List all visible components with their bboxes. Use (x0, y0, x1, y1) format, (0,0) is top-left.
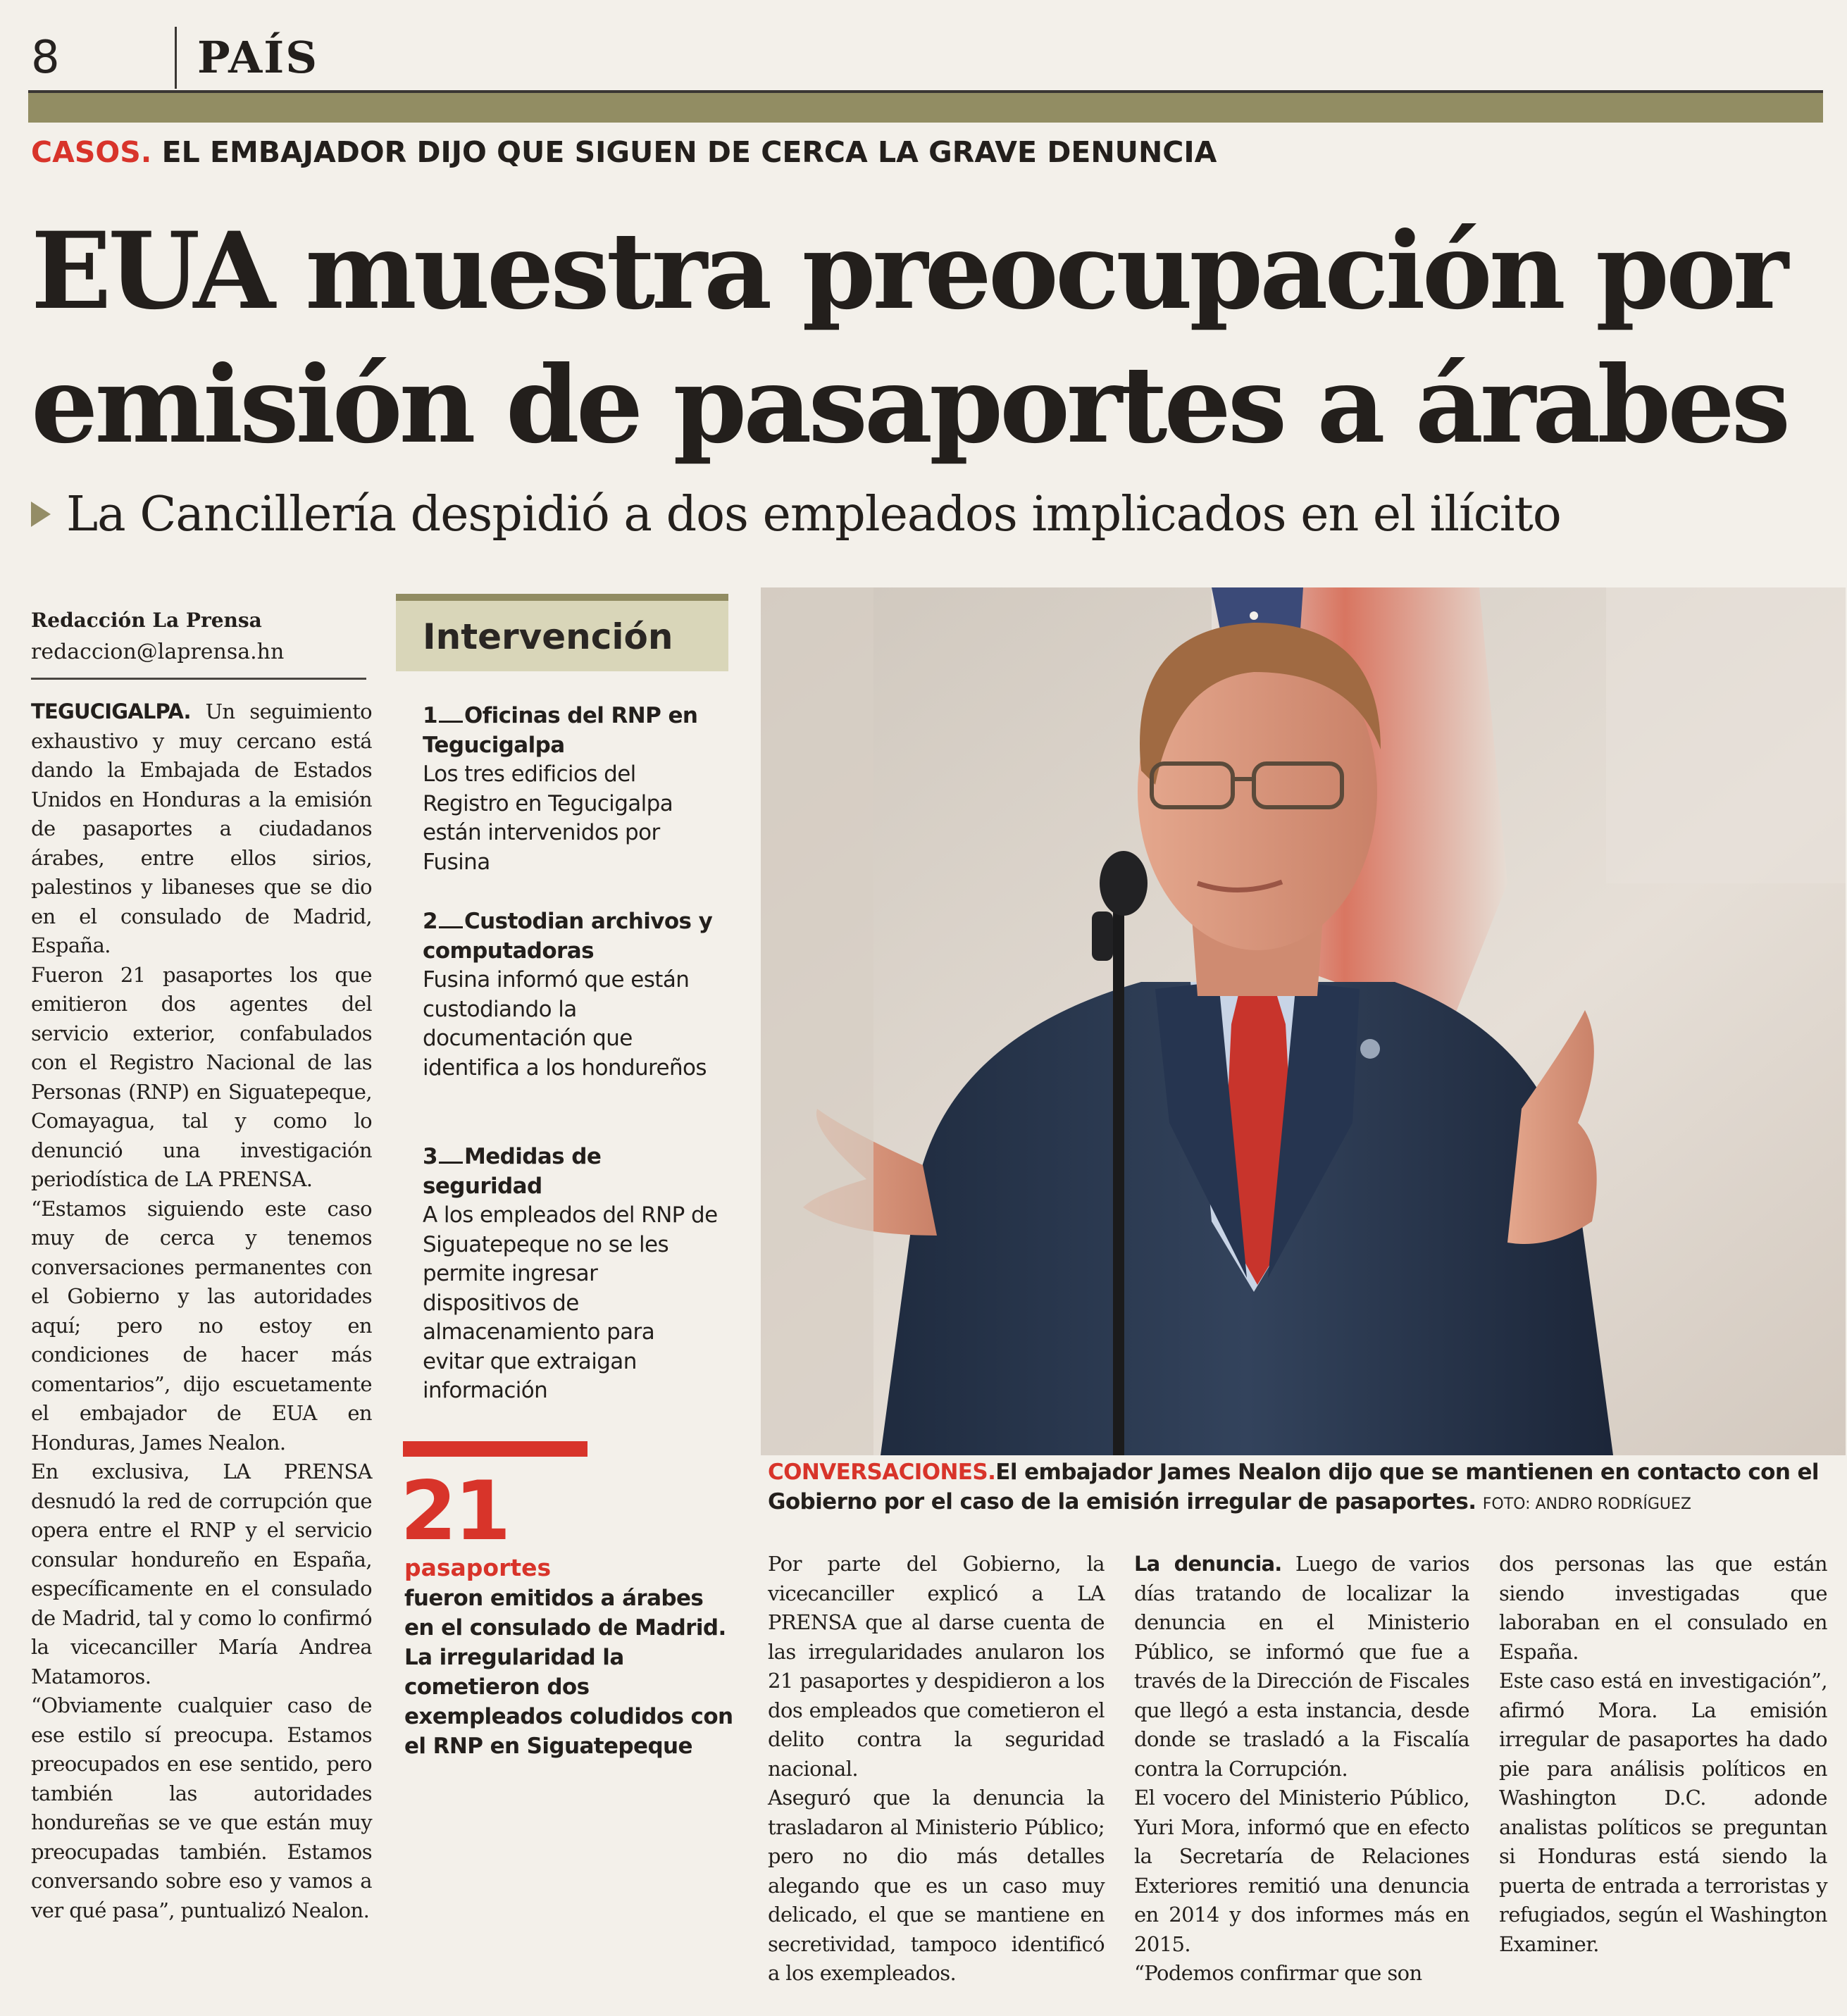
byline-author: Redacción La Prensa (31, 609, 262, 632)
section-name: PAÍS (197, 32, 318, 83)
subhead-lead: La denuncia. (1134, 1552, 1282, 1576)
sidebar-item (423, 702, 719, 877)
sidebar-rule (396, 594, 728, 601)
ambassador-photo (761, 587, 1846, 1455)
body-paragraph (1134, 1550, 1469, 1784)
body-column-3 (768, 1550, 1105, 1989)
sidebar-item-number: 1 (423, 703, 437, 728)
header-separator (175, 27, 177, 89)
kicker (31, 131, 1217, 173)
stat-unit: pasaportes (404, 1554, 552, 1581)
sidebar-item-text: Los tres edificios del Registro en Tegucigalpa están intervenidos por Fusina (423, 761, 673, 875)
sidebar-item-number: 2 (423, 909, 437, 934)
body-text: Un seguimiento exhaustivo y muy cercano está dando la Embajada de Estados Unidos en Honduras a la emisión de pasaportes a ciudadanos árabes, entre ellos sirios, palestinos y libaneses que se dio en el consulado de Madrid, España. (31, 699, 372, 957)
number-underline (439, 721, 463, 723)
sidebar-item-title: Oficinas del RNP en Tegucigalpa (423, 703, 698, 758)
byline-rule (31, 678, 366, 680)
body-paragraph: En exclusiva, LA PRENSA desnudó la red de corrupción que opera entre el RNP y el servicio consular hondureño en España, específicamente en el consulado de Madrid, tal y como lo confirmó la vicecanciller María Andrea Matamoros. (31, 1460, 372, 1688)
body-paragraph: Por parte del Gobierno, la vicecanciller explicó a LA PRENSA que al darse cuenta de las irregularidades anularon los 21 pasaportes y despidieron a los dos empleados que cometieron el delito contra la seguridad nacional. (768, 1552, 1105, 1781)
sidebar-title: Intervención (423, 616, 673, 657)
body-column-4 (1134, 1550, 1469, 1989)
triangle-bullet-icon (31, 502, 51, 527)
sidebar-item-number: 3 (423, 1144, 437, 1169)
kicker-label: CASOS. (31, 135, 152, 169)
body-text: Luego de varios días tratando de localizar la denuncia en el Ministerio Público, se informó que fue a través de la Dirección de Fiscales que llegó a esta instancia, desde donde se trasladó a la Fiscalía contra la Corrupción. (1134, 1552, 1469, 1781)
body-paragraph: “Estamos siguiendo este caso muy de cerca y tenemos conversaciones permanentes con el Gobierno y las autoridades aquí; pero no estoy en condiciones de hacer más comentarios”, dijo escuetamente el embajador de EUA en Honduras, James Nealon. (31, 1196, 372, 1455)
body-paragraph: Fueron 21 pasaportes los que emitieron dos agentes del servicio exterior, confabulados con el Registro Nacional de las Personas (RNP) en Siguatepeque, Comayagua, tal y como lo denunció una investigación periodística de LA PRENSA. (31, 962, 372, 1191)
dateline: TEGUCIGALPA. (31, 699, 191, 723)
photo-credit: FOTO: ANDRO RODRÍGUEZ (1482, 1495, 1691, 1513)
deck (31, 483, 1561, 547)
caption-label: CONVERSACIONES. (768, 1460, 996, 1485)
body-paragraph: “Podemos confirmar que son (1134, 1961, 1422, 1985)
number-underline (439, 926, 463, 928)
caption-text: El embajador James Nealon dijo que se mantienen en contacto con el Gobierno por el caso de la emisión irregular de pasaportes. (768, 1460, 1819, 1514)
page-number: 8 (31, 32, 60, 84)
body-paragraph: Aseguró que la denuncia la trasladaron al Ministerio Público; pero no dio más detalles alegando que es un caso muy delicado, el que se mantiene en secretividad, tampoco identificó a los exempleados. (768, 1786, 1105, 1985)
sidebar-item-title: Medidas de seguridad (423, 1144, 602, 1199)
deck-text: La Cancillería despidió a dos empleados implicados en el ilícito (66, 487, 1561, 542)
header-band (28, 93, 1823, 123)
sidebar-item (423, 1143, 719, 1406)
byline-email: redaccion@laprensa.hn (31, 640, 285, 664)
stat-number: 21 (400, 1464, 509, 1559)
sidebar-item-text: Fusina informó que están custodiando la documentación que identifica a los hondureños (423, 967, 707, 1081)
body-paragraph: El vocero del Ministerio Público, Yuri Mora, informó que en efecto la Secretaría de Relaciones Exteriores remitió una denuncia en 2014 y dos informes más en 2015. (1134, 1786, 1469, 1956)
photo-caption (768, 1458, 1824, 1519)
body-paragraph: dos personas las que están siendo investigadas que laboraban en el consulado en España. (1499, 1552, 1827, 1664)
kicker-text: EL EMBAJADOR DIJO QUE SIGUEN DE CERCA LA GRAVE DENUNCIA (151, 135, 1217, 169)
stat-text: fueron emitidos a árabes en el consulado de Madrid. La irregularidad la cometieron dos exempleados coludidos con el RNP en Siguatepeque (404, 1586, 733, 1759)
body-paragraph: “Obviamente cualquier caso de ese estilo sí preocupa. Estamos preocupados en ese sentido, pero también las autoridades hondureñas se ve que están muy preocupadas también. Estamos conversando sobre eso y vamos a ver qué pasa”, puntualizó Nealon. (31, 1693, 372, 1922)
body-column-1 (31, 697, 372, 1925)
sidebar-item (423, 907, 719, 1083)
body-column-5 (1499, 1550, 1827, 1959)
sidebar-item-text: A los empleados del RNP de Siguatepeque no se les permite ingresar dispositivos de almacenamiento para evitar que extraigan información (423, 1202, 718, 1403)
sidebar-item-title: Custodian archivos y computadoras (423, 909, 713, 964)
stat-bar (403, 1441, 587, 1457)
body-paragraph: Este caso está en investigación”, afirmó Mora. La emisión irregular de pasaportes ha dado pie para análisis políticos en Washington D.C. adonde analistas políticos se preguntan si Honduras está siendo la puerta de entrada a terroristas y refugiados, según el Washington Examiner. (1499, 1669, 1827, 1956)
number-underline (439, 1162, 463, 1164)
headline: EUA muestra preocupación por emisión de pasaportes a árabes (31, 209, 1788, 467)
body-paragraph (31, 697, 372, 961)
